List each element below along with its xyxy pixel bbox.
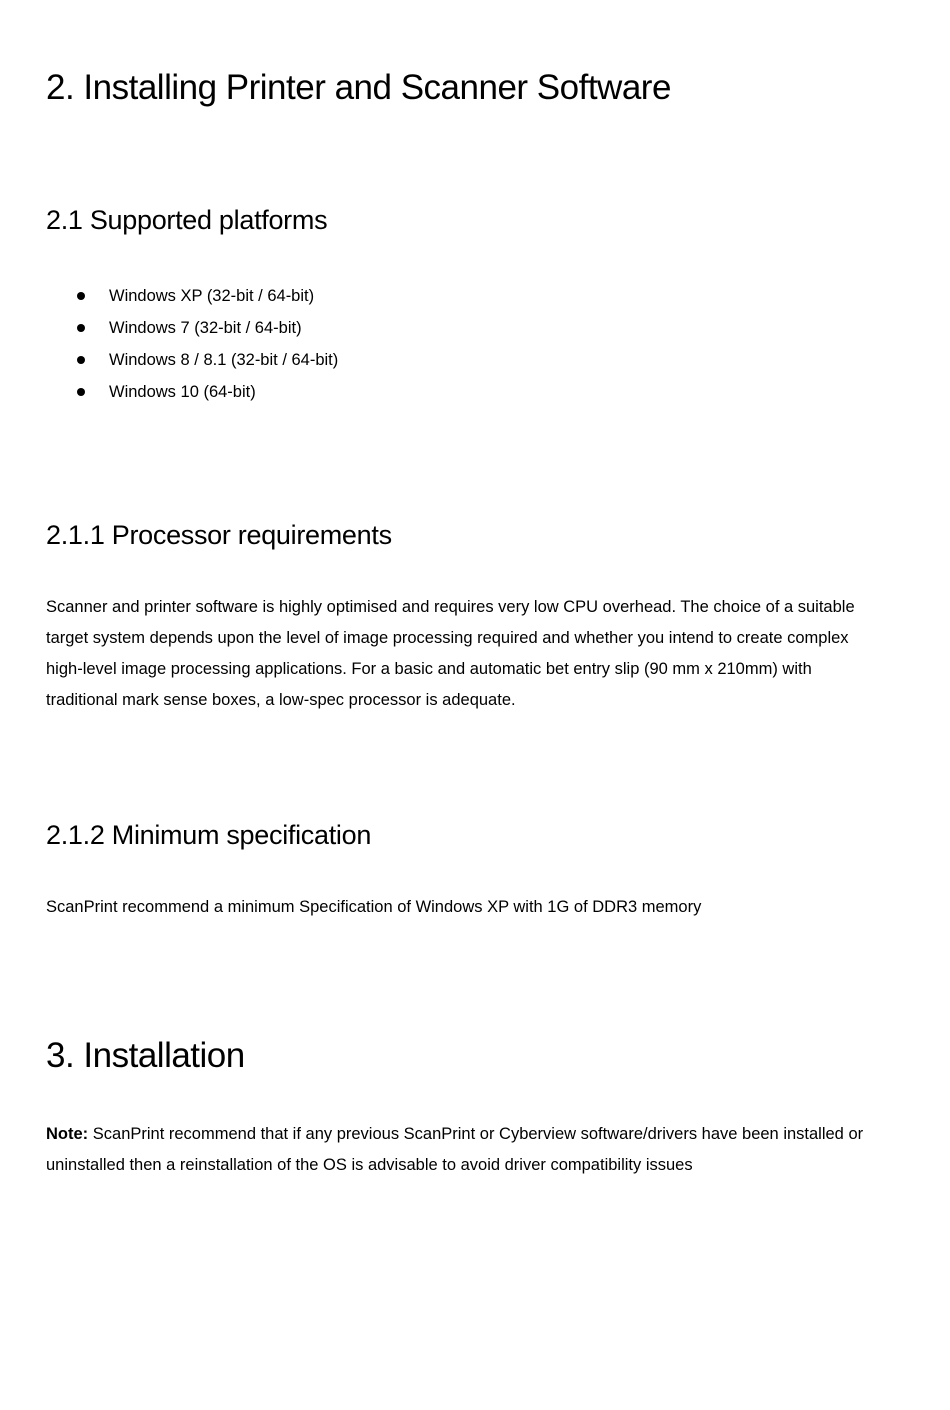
processor-requirements-paragraph: Scanner and printer software is highly optimised and requires very low CPU overhead. The choice of a suitable target system depends upon the level of image processing required and whether you intend to create complex high-level image processing applications. For a basic and automatic bet entry slip (90 mm x 210mm) with traditional mark sense boxes, a low-spec processor is adequate.	[46, 598, 855, 709]
list-item	[46, 376, 338, 408]
bullet-icon	[77, 356, 85, 364]
platform-label: Windows 10 (64-bit)	[109, 383, 256, 401]
section-3-heading: 3. Installation	[46, 1036, 245, 1075]
bullet-icon	[77, 388, 85, 396]
platform-label: Windows XP (32-bit / 64-bit)	[109, 287, 315, 305]
minimum-specification-paragraph: ScanPrint recommend a minimum Specification of Windows XP with 1G of DDR3 memory	[46, 898, 702, 916]
bullet-icon	[77, 292, 85, 300]
section-2-1-heading: 2.1 Supported platforms	[46, 205, 328, 235]
supported-platforms-list	[46, 280, 338, 408]
section-2-1-1-heading: 2.1.1 Processor requirements	[46, 520, 392, 550]
installation-note-paragraph	[46, 1119, 876, 1181]
list-item	[46, 344, 338, 376]
platform-label: Windows 8 / 8.1 (32-bit / 64-bit)	[109, 351, 339, 369]
list-item	[46, 312, 338, 344]
note-text: ScanPrint recommend that if any previous ScanPrint or Cyberview software/drivers have been installed or uninstalled then a reinstallation of the OS is advisable to avoid driver compatibility issues	[46, 1125, 864, 1174]
section-2-1-2-heading: 2.1.2 Minimum specification	[46, 820, 372, 850]
platform-label: Windows 7 (32-bit / 64-bit)	[109, 319, 302, 337]
note-label: Note:	[46, 1125, 89, 1143]
section-2-heading: 2. Installing Printer and Scanner Software	[46, 68, 671, 107]
list-item	[46, 280, 338, 312]
bullet-icon	[77, 324, 85, 332]
